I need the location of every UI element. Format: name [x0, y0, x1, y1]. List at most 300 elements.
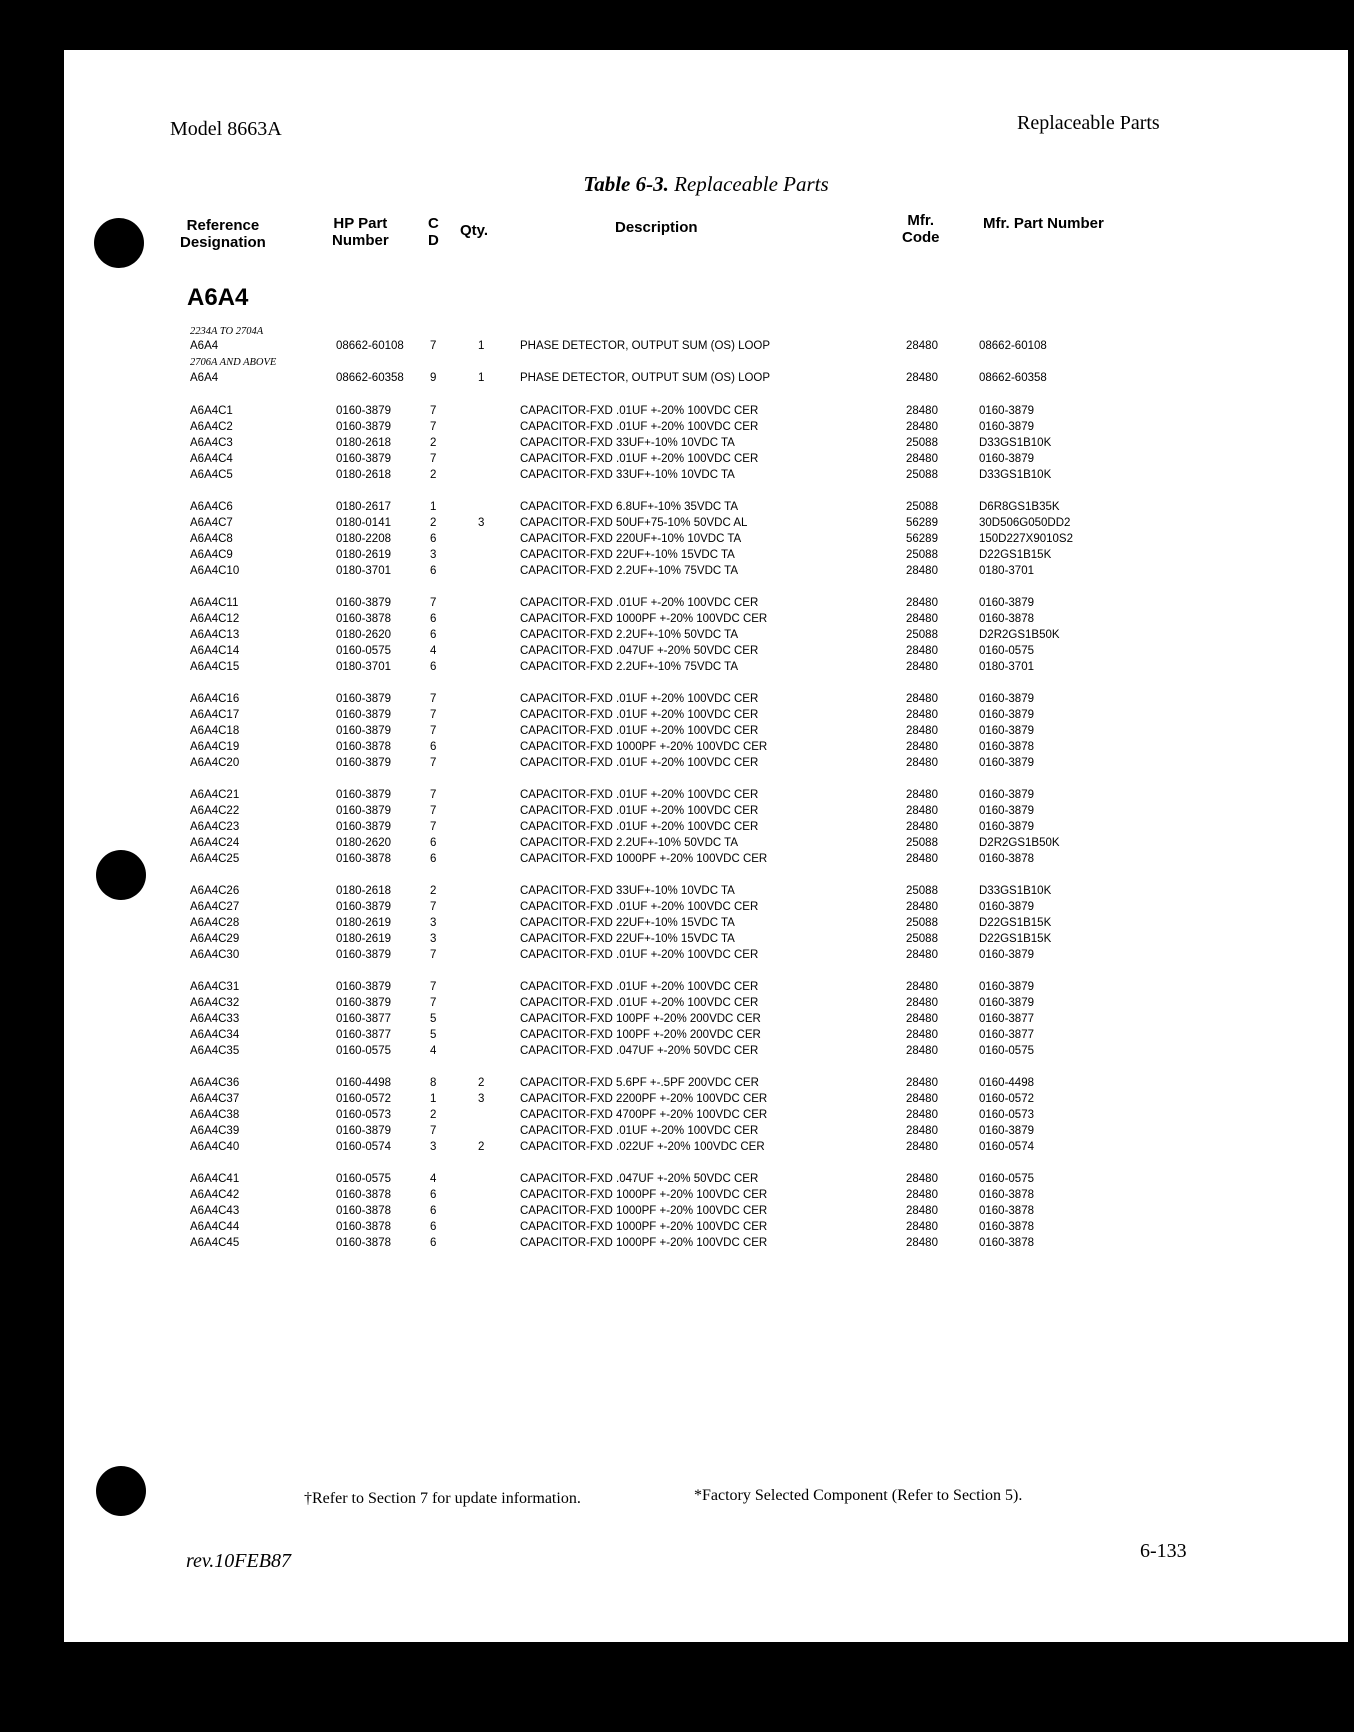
cell-ref: A6A4C5 [190, 468, 233, 481]
cell-hp: 0160-0574 [336, 1140, 391, 1153]
cell-cd: 4 [430, 644, 437, 657]
cell-cd: 7 [430, 693, 437, 705]
table-row [64, 1011, 1348, 1027]
cell-desc: CAPACITOR-FXD 2.2UF+-10% 75VDC TA [520, 660, 739, 673]
cell-ref: A6A4C30 [190, 948, 240, 961]
cell-mpn: 0160-3878 [979, 740, 1034, 753]
cell-mfr: 25088 [906, 628, 938, 641]
cell-mfr: 28480 [906, 804, 938, 817]
model-header: Model 8663A [170, 118, 282, 140]
cell-cd: 9 [430, 372, 437, 384]
cell-hp: 0160-3879 [336, 820, 391, 833]
cell-mfr: 28480 [906, 644, 938, 657]
cell-desc: CAPACITOR-FXD .022UF +-20% 100VDC CER [520, 1140, 765, 1153]
col-header-reference: Reference Designation [180, 217, 266, 251]
cell-mpn: 0160-3879 [979, 948, 1034, 961]
cell-desc: CAPACITOR-FXD 2.2UF+-10% 75VDC TA [520, 564, 739, 577]
cell-mfr: 28480 [906, 740, 938, 753]
cell-desc: CAPACITOR-FXD .01UF +-20% 100VDC CER [520, 948, 759, 961]
cell-mfr: 28480 [906, 1173, 938, 1185]
cell-cd: 2 [430, 468, 437, 481]
cell-mpn: D22GS1B15K [979, 916, 1052, 929]
cell-mpn: 0160-3878 [979, 1188, 1034, 1201]
cell-desc: CAPACITOR-FXD 220UF+-10% 10VDC TA [520, 532, 742, 545]
cell-cd: 2 [430, 885, 437, 897]
cell-hp: 0160-3879 [336, 724, 391, 737]
cell-mpn: 0160-3879 [979, 789, 1034, 801]
cell-ref: A6A4 [190, 372, 219, 384]
cell-ref: A6A4C33 [190, 1012, 240, 1025]
table-row [64, 1219, 1348, 1235]
cell-mpn: 0160-3879 [979, 1124, 1034, 1137]
cell-hp: 0160-3879 [336, 948, 391, 961]
cell-ref: A6A4C25 [190, 852, 240, 865]
cell-mfr: 25088 [906, 932, 938, 945]
table-row [64, 1235, 1348, 1251]
cell-ref: A6A4C44 [190, 1220, 240, 1233]
cell-hp: 0160-3878 [336, 612, 391, 625]
cell-ref: A6A4C28 [190, 916, 240, 929]
cell-ref: A6A4C15 [190, 660, 240, 673]
cell-mfr: 28480 [906, 1028, 938, 1041]
cell-hp: 0180-2208 [336, 532, 391, 545]
table-row [64, 1075, 1348, 1091]
cell-ref: A6A4C8 [190, 532, 233, 545]
table-row [64, 995, 1348, 1011]
table-row [64, 1139, 1348, 1155]
cell-hp: 0160-3878 [336, 1204, 391, 1217]
cell-mfr: 28480 [906, 756, 938, 769]
cell-ref: A6A4C35 [190, 1044, 240, 1057]
cell-ref: A6A4C16 [190, 693, 240, 705]
cell-ref: A6A4C19 [190, 740, 240, 753]
cell-mfr: 28480 [906, 900, 938, 913]
cell-hp: 0180-2619 [336, 548, 391, 561]
table-row [64, 899, 1348, 915]
cell-hp: 0180-3701 [336, 660, 391, 673]
revision-date: rev.10FEB87 [186, 1550, 291, 1572]
cell-hp: 08662-60358 [336, 372, 404, 384]
cell-mpn: D2R2GS1B50K [979, 628, 1060, 641]
cell-hp: 0180-2618 [336, 436, 391, 449]
cell-cd: 6 [430, 564, 437, 577]
cell-mpn: D2R2GS1B50K [979, 836, 1060, 849]
table-row [64, 803, 1348, 819]
cell-mfr: 28480 [906, 1012, 938, 1025]
footnote-factory-selected: *Factory Selected Component (Refer to Section 5). [694, 1487, 1023, 1504]
cell-ref: A6A4C7 [190, 516, 233, 529]
cell-hp: 0160-3878 [336, 740, 391, 753]
table-row [64, 979, 1348, 995]
cell-desc: CAPACITOR-FXD 1000PF +-20% 100VDC CER [520, 740, 768, 753]
cell-desc: CAPACITOR-FXD .01UF +-20% 100VDC CER [520, 804, 759, 817]
parts-table [64, 50, 1348, 1350]
cell-desc: CAPACITOR-FXD 33UF+-10% 10VDC TA [520, 468, 735, 481]
cell-mfr: 28480 [906, 1077, 938, 1089]
cell-mfr: 28480 [906, 420, 938, 433]
cell-mpn: 0160-3877 [979, 1028, 1034, 1041]
cell-desc: CAPACITOR-FXD .01UF +-20% 100VDC CER [520, 789, 759, 801]
cell-ref: A6A4C21 [190, 789, 240, 801]
cell-hp: 0180-2617 [336, 501, 391, 513]
cell-ref: A6A4C6 [190, 501, 233, 513]
cell-hp: 0160-3877 [336, 1012, 391, 1025]
cell-desc: CAPACITOR-FXD 22UF+-10% 15VDC TA [520, 932, 735, 945]
cell-ref: A6A4 [190, 340, 219, 352]
cell-desc: CAPACITOR-FXD .01UF +-20% 100VDC CER [520, 708, 759, 721]
table-row [64, 547, 1348, 563]
cell-desc: CAPACITOR-FXD .01UF +-20% 100VDC CER [520, 724, 759, 737]
cell-mfr: 56289 [906, 516, 938, 529]
table-row [64, 1043, 1348, 1059]
cell-mpn: D6R8GS1B35K [979, 501, 1060, 513]
cell-mpn: 30D506G050DD2 [979, 516, 1071, 529]
cell-hp: 0180-0141 [336, 516, 391, 529]
cell-mfr: 25088 [906, 916, 938, 929]
table-row [64, 883, 1348, 899]
cell-hp: 0160-0575 [336, 644, 391, 657]
cell-hp: 0160-3879 [336, 405, 391, 417]
cell-cd: 7 [430, 597, 437, 609]
cell-desc: CAPACITOR-FXD 1000PF +-20% 100VDC CER [520, 1188, 768, 1201]
cell-mfr: 28480 [906, 405, 938, 417]
cell-desc: CAPACITOR-FXD .01UF +-20% 100VDC CER [520, 597, 759, 609]
cell-mfr: 28480 [906, 1236, 938, 1249]
cell-mpn: 0160-3878 [979, 1236, 1034, 1249]
cell-cd: 7 [430, 405, 437, 417]
punch-hole-bottom [96, 1466, 146, 1516]
cell-hp: 0160-3879 [336, 756, 391, 769]
cell-desc: CAPACITOR-FXD 5.6PF +-.5PF 200VDC CER [520, 1077, 759, 1089]
cell-cd: 8 [430, 1077, 437, 1089]
cell-hp: 0160-0575 [336, 1173, 391, 1185]
table-row [64, 1123, 1348, 1139]
cell-desc: CAPACITOR-FXD 22UF+-10% 15VDC TA [520, 548, 735, 561]
table-row [64, 643, 1348, 659]
cell-mfr: 28480 [906, 1204, 938, 1217]
cell-ref: A6A4C40 [190, 1140, 240, 1153]
cell-mfr: 28480 [906, 564, 938, 577]
cell-cd: 3 [430, 932, 437, 945]
col-header-mfr-part-number: Mfr. Part Number [983, 215, 1104, 232]
cell-desc: CAPACITOR-FXD .01UF +-20% 100VDC CER [520, 981, 759, 993]
cell-cd: 7 [430, 1124, 437, 1137]
cell-hp: 0160-3879 [336, 708, 391, 721]
cell-ref: A6A4C2 [190, 420, 233, 433]
cell-cd: 6 [430, 532, 437, 545]
cell-desc: CAPACITOR-FXD .047UF +-20% 50VDC CER [520, 1044, 759, 1057]
cell-hp: 0160-3879 [336, 1124, 391, 1137]
footnote-update: †Refer to Section 7 for update information. [304, 1490, 581, 1507]
cell-desc: CAPACITOR-FXD .047UF +-20% 50VDC CER [520, 644, 759, 657]
cell-cd: 3 [430, 916, 437, 929]
cell-cd: 2 [430, 516, 437, 529]
cell-mpn: D33GS1B10K [979, 436, 1052, 449]
cell-mpn: 0160-3878 [979, 1220, 1034, 1233]
cell-mfr: 28480 [906, 1092, 938, 1105]
cell-mpn: 0160-3879 [979, 820, 1034, 833]
cell-cd: 6 [430, 1236, 437, 1249]
cell-cd: 7 [430, 996, 437, 1009]
cell-hp: 0160-0575 [336, 1044, 391, 1057]
cell-desc: CAPACITOR-FXD 2.2UF+-10% 50VDC TA [520, 628, 739, 641]
cell-mpn: D33GS1B10K [979, 885, 1052, 897]
table-row [64, 739, 1348, 755]
cell-desc: CAPACITOR-FXD 100PF +-20% 200VDC CER [520, 1012, 761, 1025]
cell-mfr: 25088 [906, 468, 938, 481]
cell-cd: 2 [430, 436, 437, 449]
cell-cd: 6 [430, 740, 437, 753]
table-row [64, 819, 1348, 835]
cell-mfr: 28480 [906, 660, 938, 673]
cell-desc: CAPACITOR-FXD .01UF +-20% 100VDC CER [520, 996, 759, 1009]
cell-mpn: 0160-3878 [979, 852, 1034, 865]
cell-cd: 2 [430, 1108, 437, 1121]
cell-hp: 0160-3879 [336, 420, 391, 433]
cell-qty: 2 [478, 1140, 485, 1153]
cell-mpn: 0160-3879 [979, 452, 1034, 465]
cell-cd: 7 [430, 452, 437, 465]
cell-desc: CAPACITOR-FXD 33UF+-10% 10VDC TA [520, 436, 735, 449]
cell-cd: 4 [430, 1044, 437, 1057]
cell-ref: A6A4C45 [190, 1236, 240, 1249]
cell-mfr: 28480 [906, 708, 938, 721]
table-number: Table 6-3. [583, 172, 669, 196]
cell-ref: A6A4C27 [190, 900, 240, 913]
cell-ref: A6A4C12 [190, 612, 240, 625]
cell-cd: 3 [430, 548, 437, 561]
cell-ref: A6A4C20 [190, 756, 240, 769]
cell-cd: 6 [430, 1204, 437, 1217]
cell-hp: 0160-3879 [336, 789, 391, 801]
col-header-mfr-code: Mfr. Code [902, 212, 940, 246]
table-row [64, 1027, 1348, 1043]
cell-desc: CAPACITOR-FXD .01UF +-20% 100VDC CER [520, 900, 759, 913]
cell-mpn: 0160-4498 [979, 1077, 1034, 1089]
cell-mfr: 28480 [906, 981, 938, 993]
table-row [64, 595, 1348, 611]
cell-desc: CAPACITOR-FXD 1000PF +-20% 100VDC CER [520, 852, 768, 865]
cell-mfr: 28480 [906, 1108, 938, 1121]
table-row [64, 1171, 1348, 1187]
cell-desc: CAPACITOR-FXD 1000PF +-20% 100VDC CER [520, 612, 768, 625]
cell-cd: 1 [430, 501, 437, 513]
cell-desc: CAPACITOR-FXD 6.8UF+-10% 35VDC TA [520, 501, 739, 513]
col-header-qty: Qty. [460, 222, 489, 239]
cell-mpn: 0160-0572 [979, 1092, 1034, 1105]
cell-mfr: 28480 [906, 1124, 938, 1137]
table-row [64, 1203, 1348, 1219]
cell-ref: A6A4C11 [190, 597, 239, 609]
cell-desc: CAPACITOR-FXD 1000PF +-20% 100VDC CER [520, 1236, 768, 1249]
section-title: A6A4 [187, 284, 249, 311]
cell-ref: A6A4C10 [190, 564, 240, 577]
cell-qty: 1 [478, 372, 485, 384]
cell-ref: A6A4C17 [190, 708, 240, 721]
cell-mpn: 0160-3879 [979, 756, 1034, 769]
cell-desc: CAPACITOR-FXD 2200PF +-20% 100VDC CER [520, 1092, 768, 1105]
cell-ref: A6A4C38 [190, 1108, 240, 1121]
cell-mfr: 28480 [906, 1220, 938, 1233]
cell-mfr: 25088 [906, 836, 938, 849]
cell-desc: CAPACITOR-FXD .01UF +-20% 100VDC CER [520, 693, 759, 705]
table-row [64, 835, 1348, 851]
cell-hp: 0160-3879 [336, 996, 391, 1009]
table-row [64, 515, 1348, 531]
cell-cd: 7 [430, 820, 437, 833]
cell-cd: 6 [430, 1188, 437, 1201]
cell-desc: CAPACITOR-FXD .01UF +-20% 100VDC CER [520, 1124, 759, 1137]
table-row [64, 755, 1348, 771]
cell-mpn: 0160-3879 [979, 405, 1034, 417]
cell-mfr: 28480 [906, 1140, 938, 1153]
table-row [64, 531, 1348, 547]
table-row [64, 451, 1348, 467]
table-row [64, 419, 1348, 435]
cell-cd: 5 [430, 1012, 437, 1025]
cell-mfr: 28480 [906, 693, 938, 705]
table-row [64, 723, 1348, 739]
serial-range-note: 2706A AND ABOVE [190, 357, 277, 368]
cell-hp: 0180-2620 [336, 628, 391, 641]
cell-mpn: 0160-3878 [979, 1204, 1034, 1217]
cell-mfr: 28480 [906, 948, 938, 961]
cell-hp: 0160-3878 [336, 1220, 391, 1233]
cell-mfr: 28480 [906, 597, 938, 609]
cell-ref: A6A4C4 [190, 452, 233, 465]
cell-hp: 0160-3879 [336, 981, 391, 993]
cell-ref: A6A4C1 [190, 405, 233, 417]
cell-cd: 7 [430, 340, 437, 352]
cell-mpn: 0160-0575 [979, 1044, 1034, 1057]
cell-cd: 6 [430, 836, 437, 849]
cell-mfr: 56289 [906, 532, 938, 545]
cell-hp: 08662-60108 [336, 340, 404, 352]
cell-desc: CAPACITOR-FXD .01UF +-20% 100VDC CER [520, 420, 759, 433]
cell-qty: 3 [478, 1092, 485, 1105]
cell-mpn: 0160-3879 [979, 724, 1034, 737]
cell-ref: A6A4C9 [190, 548, 233, 561]
cell-hp: 0180-2619 [336, 932, 391, 945]
cell-mpn: 0160-0574 [979, 1140, 1034, 1153]
table-row [64, 947, 1348, 963]
cell-hp: 0180-2618 [336, 468, 391, 481]
cell-mfr: 25088 [906, 436, 938, 449]
cell-mpn: 0160-3879 [979, 900, 1034, 913]
cell-ref: A6A4C22 [190, 804, 240, 817]
cell-desc: CAPACITOR-FXD 33UF+-10% 10VDC TA [520, 885, 735, 897]
cell-desc: CAPACITOR-FXD 100PF +-20% 200VDC CER [520, 1028, 761, 1041]
table-row [64, 1091, 1348, 1107]
table-row [64, 563, 1348, 579]
cell-mpn: 150D227X9010S2 [979, 532, 1073, 545]
cell-desc: CAPACITOR-FXD .01UF +-20% 100VDC CER [520, 820, 759, 833]
cell-cd: 6 [430, 1220, 437, 1233]
cell-mpn: 0160-3879 [979, 420, 1034, 433]
table-row [64, 467, 1348, 483]
cell-mpn: D33GS1B10K [979, 468, 1052, 481]
cell-mfr: 25088 [906, 501, 938, 513]
cell-mfr: 28480 [906, 1044, 938, 1057]
cell-mpn: D22GS1B15K [979, 548, 1052, 561]
cell-mpn: D22GS1B15K [979, 932, 1052, 945]
cell-cd: 7 [430, 804, 437, 817]
cell-desc: CAPACITOR-FXD .01UF +-20% 100VDC CER [520, 756, 759, 769]
cell-mfr: 28480 [906, 340, 938, 352]
cell-hp: 0160-3879 [336, 597, 391, 609]
table-row [64, 338, 1348, 354]
cell-ref: A6A4C34 [190, 1028, 240, 1041]
cell-mpn: 0160-3877 [979, 1012, 1034, 1025]
cell-mpn: 0160-3879 [979, 597, 1034, 609]
section-header: Replaceable Parts [1017, 112, 1160, 134]
cell-desc: CAPACITOR-FXD 4700PF +-20% 100VDC CER [520, 1108, 768, 1121]
cell-desc: CAPACITOR-FXD .047UF +-20% 50VDC CER [520, 1173, 759, 1185]
cell-hp: 0160-3879 [336, 804, 391, 817]
cell-ref: A6A4C37 [190, 1092, 240, 1105]
cell-mfr: 28480 [906, 789, 938, 801]
cell-cd: 7 [430, 708, 437, 721]
table-row [64, 691, 1348, 707]
cell-mfr: 28480 [906, 820, 938, 833]
cell-mpn: 0180-3701 [979, 564, 1034, 577]
cell-ref: A6A4C39 [190, 1124, 240, 1137]
cell-mpn: 0160-0575 [979, 644, 1034, 657]
cell-ref: A6A4C36 [190, 1077, 240, 1089]
cell-cd: 5 [430, 1028, 437, 1041]
cell-hp: 0160-3879 [336, 900, 391, 913]
cell-hp: 0180-2620 [336, 836, 391, 849]
table-row [64, 370, 1348, 386]
cell-mpn: 0160-3879 [979, 693, 1034, 705]
cell-mpn: 08662-60358 [979, 372, 1047, 384]
table-row [64, 403, 1348, 419]
col-header-cd: C D [428, 215, 439, 249]
cell-hp: 0160-4498 [336, 1077, 391, 1089]
table-title-text: Replaceable Parts [674, 172, 829, 196]
cell-cd: 4 [430, 1173, 437, 1185]
cell-ref: A6A4C14 [190, 644, 240, 657]
cell-ref: A6A4C26 [190, 885, 240, 897]
cell-ref: A6A4C23 [190, 820, 240, 833]
serial-range-note: 2234A TO 2704A [190, 326, 264, 337]
table-row [64, 1107, 1348, 1123]
cell-mpn: 0160-3878 [979, 612, 1034, 625]
cell-hp: 0180-2619 [336, 916, 391, 929]
table-row [64, 707, 1348, 723]
cell-hp: 0160-3879 [336, 693, 391, 705]
table-row [64, 659, 1348, 675]
table-row [64, 915, 1348, 931]
cell-mfr: 28480 [906, 1188, 938, 1201]
cell-mpn: 0160-3879 [979, 981, 1034, 993]
cell-ref: A6A4C13 [190, 628, 240, 641]
table-row [64, 435, 1348, 451]
table-row [64, 627, 1348, 643]
cell-hp: 0160-3879 [336, 452, 391, 465]
cell-hp: 0180-3701 [336, 564, 391, 577]
table-row [64, 931, 1348, 947]
table-row [64, 611, 1348, 627]
cell-mpn: 0160-0575 [979, 1173, 1034, 1185]
cell-desc: CAPACITOR-FXD 2.2UF+-10% 50VDC TA [520, 836, 739, 849]
cell-qty: 1 [478, 340, 485, 352]
cell-mfr: 25088 [906, 548, 938, 561]
cell-cd: 7 [430, 724, 437, 737]
cell-cd: 7 [430, 789, 437, 801]
cell-cd: 6 [430, 660, 437, 673]
cell-mpn: 08662-60108 [979, 340, 1047, 352]
